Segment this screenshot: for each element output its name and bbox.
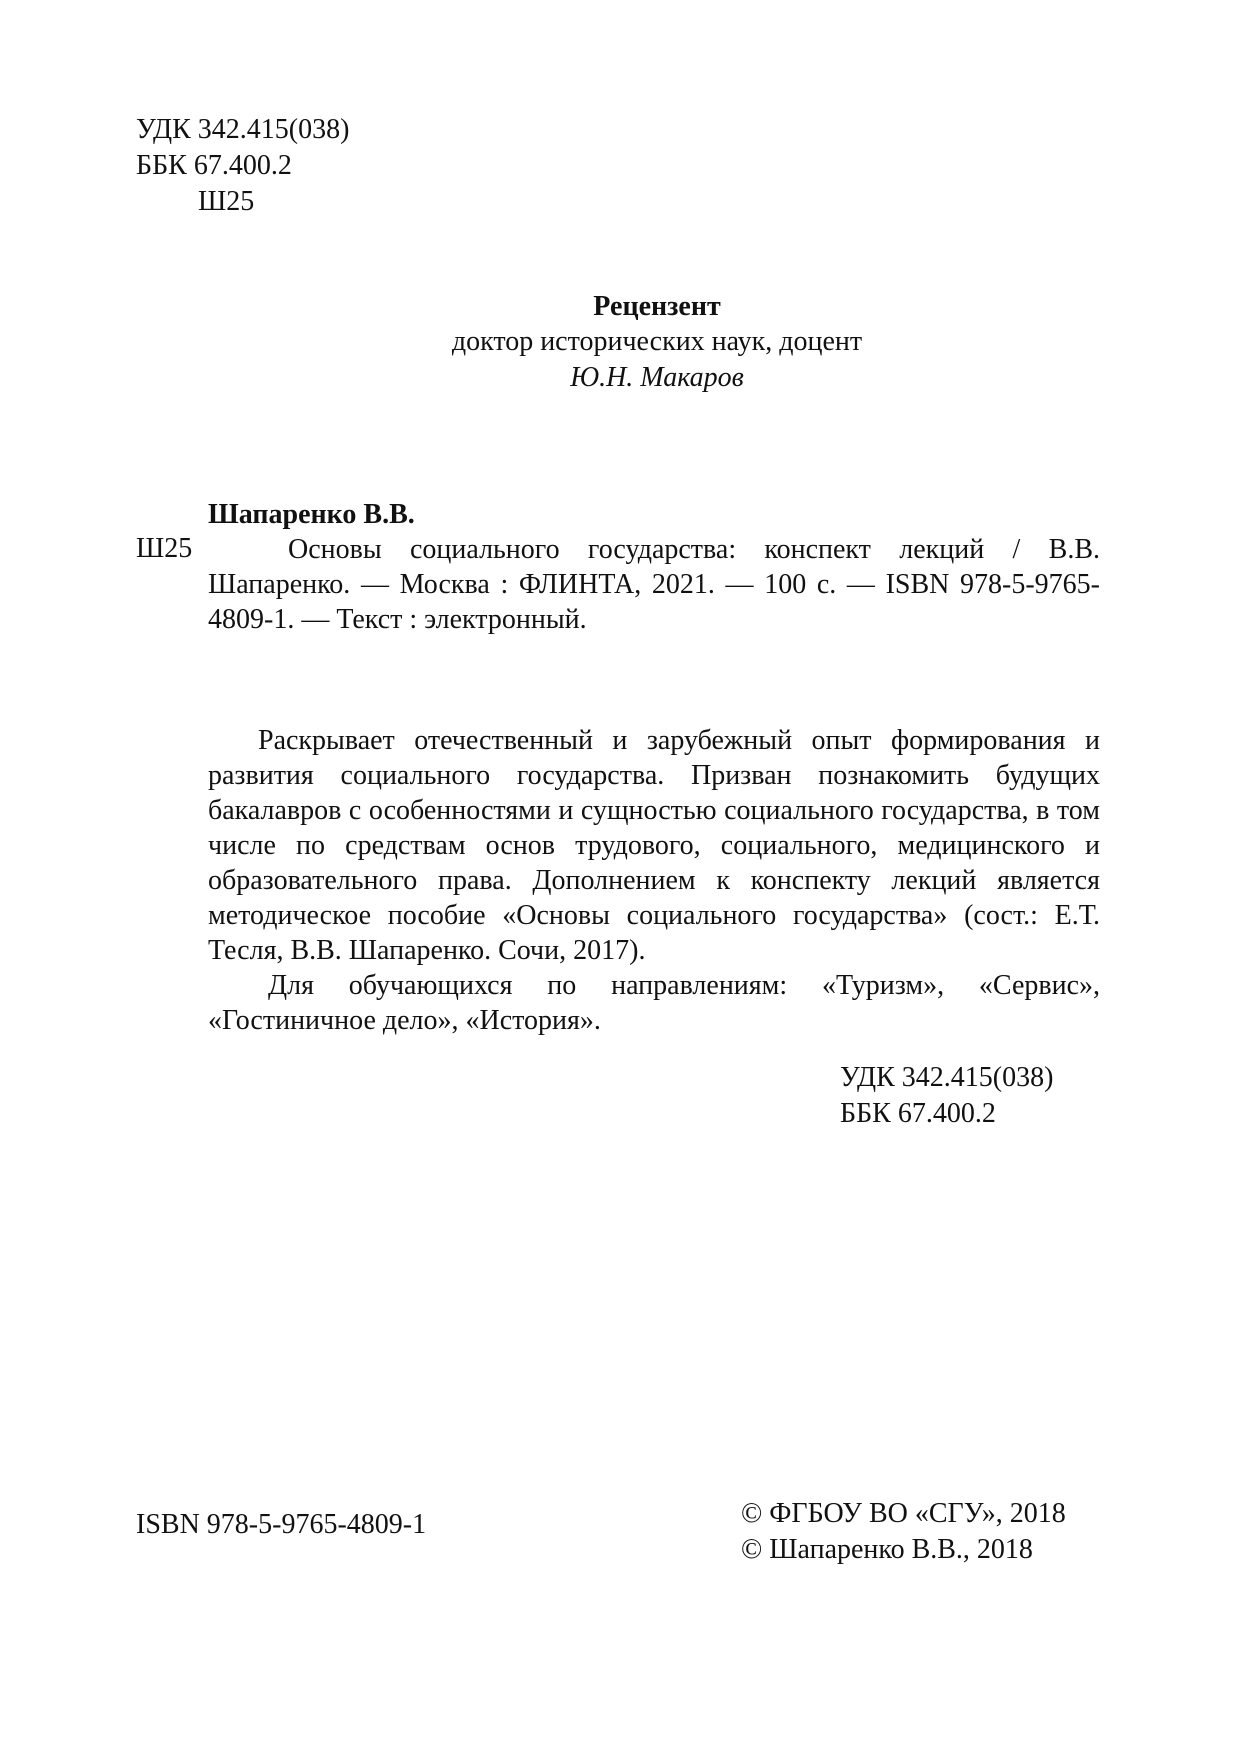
reviewer-heading: Рецензент bbox=[593, 291, 721, 322]
reviewer-title: доктор исторических наук, доцент bbox=[451, 326, 863, 357]
audience-paragraph: Для обучающихся по направлениям: «Туризм», «Сервис», «Гостиничное дело», «История». bbox=[208, 970, 1100, 1036]
annotation-paragraph: Раскрывает отечественный и зарубежный опыт формирования и развития социального государства. Призван познакомить будущих бакалавров с особенностями и сущностью социального государства, в том числе по средствам основ трудового, социального, медицинского и образовательного права. Дополнением к конспекту лекций является методическое пособие «Основы социального государства» (сост.: Е.Т. Тесля, В.В. Шапаренко. Сочи, 2017). bbox=[208, 725, 1100, 966]
bbk-code-bottom: ББК 67.400.2 bbox=[840, 1098, 996, 1129]
author-code-side: Ш25 bbox=[136, 533, 193, 564]
author-code-top: Ш25 bbox=[198, 186, 255, 217]
reviewer-name: Ю.Н. Макаров bbox=[570, 362, 744, 393]
bibliographic-description: Основы социального государства: конспект лекций / В.В. Шапаренко. — Москва : ФЛИНТА, 2021. — 100 с. — ISBN 978-5-9765-4809-1. — Текст : электронный. bbox=[208, 534, 1100, 635]
isbn-number: ISBN 978-5-9765-4809-1 bbox=[136, 1509, 427, 1540]
udk-code-bottom: УДК 342.415(038) bbox=[840, 1062, 1054, 1093]
copyright-university: © ФГБОУ ВО «СГУ», 2018 bbox=[741, 1498, 1066, 1529]
bbk-code-top: ББК 67.400.2 bbox=[136, 150, 292, 181]
udk-code-top: УДК 342.415(038) bbox=[136, 114, 350, 145]
author-name: Шапаренко В.В. bbox=[208, 499, 415, 530]
copyright-author: © Шапаренко В.В., 2018 bbox=[741, 1534, 1033, 1565]
